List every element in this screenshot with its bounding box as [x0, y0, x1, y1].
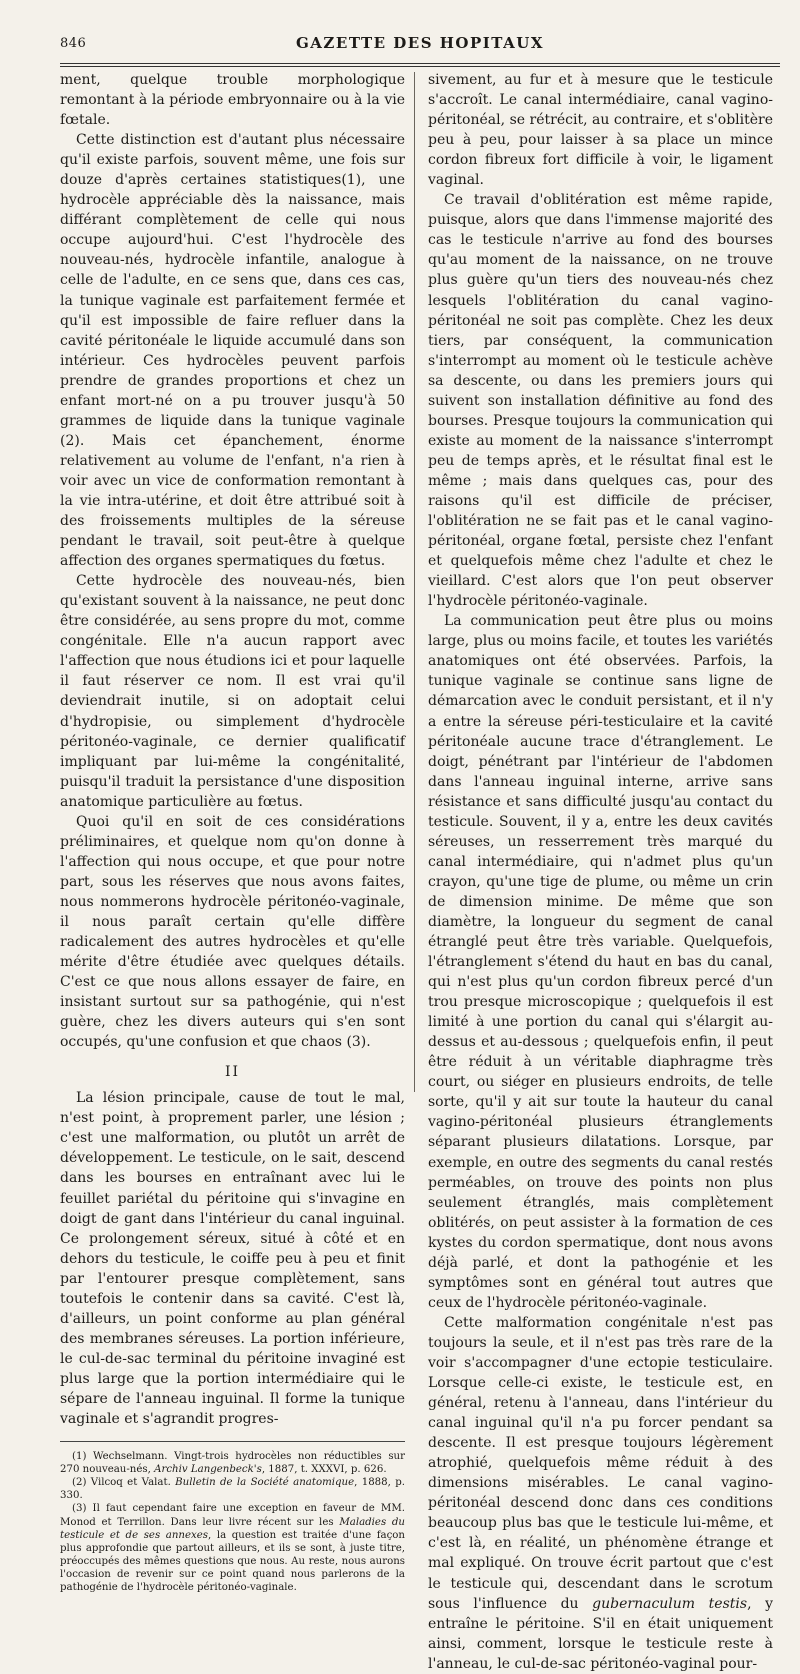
footnote-2 — [60, 1476, 405, 1502]
right-column — [428, 70, 773, 1674]
page-header — [60, 30, 780, 58]
footnote-text: (3) Il faut cependant faire une exception en faveur de MM. Monod et Terrillon. Dans leur livre récent sur les — [60, 1503, 405, 1528]
paragraph: La communication peut être plus ou moins large, plus ou moins facile, et toutes les variétés anatomiques ont été observées. Parfois, la tunique vaginale se continue sans ligne de démarcation avec le conduit persistant, et il n'y a entre la séreuse péri-testiculaire et la cavité péritonéale aucune trace d'étranglement. Le doigt, pénétrant par l'intérieur de l'abdomen dans l'anneau inguinal interne, arrive sans résistance et sans difficulté jusqu'au contact du testicule. Souvent, il y a, entre les deux cavités séreuses, un resserrement très marqué du canal intermédiaire, qui n'admet plus qu'un crayon, qu'une tige de plume, ou même un crin de dimension minime. De même que son diamètre, la longueur du segment de canal étranglé peut être très variable. Quelquefois, l'étranglement s'étend du haut en bas du canal, qui n'est plus qu'un cordon fibreux percé d'un trou presque microscopique ; quelquefois il est limité à une portion du canal qui s'élargit au-dessus et au-dessous ; quelquefois enfin, il peut être réduit à un véritable diaphragme très court, ou siéger en plusieurs endroits, de telle sorte, qu'il y ait sur toute la hauteur du canal vagino-péritonéal plusieurs étranglements séparant plusieurs dilatations. Lorsque, par exemple, en outre des segments du canal restés perméables, on trouve des points non plus seulement étranglés, mais complètement oblitérés, on peut assister à la formation de ces kystes du cordon spermatique, dont nous avons déjà parlé, et dont la pathogénie et les symptômes sont en général tout autres que ceux de l'hydrocèle péritonéo-vaginale. — [428, 613, 773, 1311]
left-column — [60, 70, 405, 1594]
paragraph: La lésion principale, cause de tout le mal, n'est point, à proprement parler, une lésion ; c'est une malformation, ou plutôt un arrêt de développement. Le testicule, on le sait, descend dans les bourses en entraînant avec lui le feuillet pariétal du péritoine qui s'invagine en doigt de gant dans l'intérieur du canal inguinal. Ce prolongement séreux, situé à côté et en dehors du testicule, le coiffe peu à peu et finit par l'entourer presque complètement, sans toutefois le contenir dans sa cavité. C'est là, d'ailleurs, un point conforme au plan général des membranes séreuses. La portion inférieure, le cul-de-sac terminal du péritoine invaginé est plus large que la portion intermédiaire qui le sépare de l'anneau inguinal. Il forme la tunique vaginale et s'agrandit progres- — [60, 1090, 405, 1428]
footnote-source: Maladies du testicule et de ses annexes — [60, 1516, 405, 1541]
header-rule-double — [60, 66, 780, 67]
paragraph-text: , y entraîne le péritoine. S'il en était uniquement ainsi, comment, lorsque le testicule reste à l'anneau, le cul-de-sac péritonéo-vaginal pour- — [428, 1595, 774, 1672]
paragraph: ment, quelque trouble morphologique remontant à la période embryonnaire ou à la vie fœtale. — [60, 72, 405, 129]
paragraph: Cette distinction est d'autant plus nécessaire qu'il existe parfois, souvent même, une fois sur douze d'après certaines statistiques(1), une hydrocèle appréciable dès la naissance, mais différant complètement de celle qui nous occupe aujourd'hui. C'est l'hydrocèle des nouveau-nés, hydrocèle infantile, analogue à celle de l'adulte, en ce sens que, dans ces cas, la tunique vaginale est parfaitement fermée et qu'il est impossible de faire refluer dans la cavité péritonéale le liquide accumulé dans son intérieur. Ces hydrocèles peuvent parfois prendre de grandes proportions et chez un enfant mort-né on a pu trouver jusqu'à 50 grammes de liquide dans la tunique vaginale (2). Mais cet épanchement, énorme relativement au volume de l'enfant, n'a rien à voir avec un vice de conformation remontant à la vie intra-utérine, et doit être attribué soit à des froissements multiples de la séreuse pendant le travail, soit peut-être à quelque affection des organes spermatiques du fœtus. — [60, 132, 405, 570]
footnote-1 — [60, 1450, 405, 1476]
footnote-3 — [60, 1502, 405, 1594]
paragraph-text: Cette malformation congénitale n'est pas toujours la seule, et il n'est pas très rare de la voir s'accompagner d'une ectopie testiculaire. Lorsque celle-ci existe, le testicule est, en général, retenu à l'anneau, dans l'intérieur du canal inguinal qu'il n'a pu forcer pendant sa descente. Il est presque toujours légèrement atrophié, quelquefois même réduit à des dimensions misérables. Le canal vagino-péritonéal descend donc dans ces conditions beaucoup plus bas que le testicule lui-même, et c'est là, en réalité, un phénomène étrange et mal expliqué. On trouve écrit partout que c'est le testicule qui, descendant dans le scrotum sous l'influence du — [428, 1314, 773, 1612]
paragraph: Ce travail d'oblitération est même rapide, puisque, alors que dans l'immense majorité des cas le testicule n'arrive au fond des bourses qu'au moment de la naissance, on ne trouve plus guère qu'un tiers des nouveau-nés chez lesquels l'oblitération du canal vagino-péritonéal ne soit pas complète. Chez les deux tiers, par conséquent, la communication s'interrompt au moment où le testicule achève sa descente, ou dans les premiers jours qui suivent son installation définitive au fond des bourses. Presque toujours la communication qui existe au moment de la naissance s'interrompt peu de temps après, et le résultat final est le même ; mais dans quelques cas, pour des raisons qu'il est difficile de préciser, l'oblitération ne se fait pas et le canal vagino-péritonéal, organe fœtal, persiste chez l'enfant et quelquefois même chez l'adulte et chez le vieillard. C'est alors que l'on peut observer l'hydrocèle péritonéo-vaginale. — [428, 192, 773, 610]
running-title: GAZETTE DES HOPITAUX — [295, 34, 544, 52]
page-number: 846 — [60, 36, 87, 51]
footnote-text: (1) Wechselmann. Vingt-trois hydrocèles non réductibles sur 270 nouveau-nés, — [60, 1451, 405, 1476]
footnote-text: , 1887, t. XXXVI, p. 626. — [261, 1464, 387, 1476]
paragraph: Cette hydrocèle des nouveau-nés, bien qu'existant souvent à la naissance, ne peut donc être considérée, au sens propre du mot, comme congénitale. Elle n'a aucun rapport avec l'affection que nous étudions ici et pour laquelle il faut réserver ce nom. Il est vrai qu'il deviendrait inutile, si on adoptait celui d'hydropisie, ou simplement d'hydrocèle péritonéo-vaginale, ce dernier qualificatif impliquant par lui-même la congénitalité, puisqu'il traduit la persistance d'une disposition anatomique particulière au fœtus. — [60, 573, 405, 810]
footnote-text: (2) Vilcoq et Valat. — [72, 1477, 176, 1489]
footnote-source: Archiv Langenbeck's — [154, 1464, 262, 1476]
paragraph — [428, 1313, 773, 1674]
paragraph: sivement, au fur et à mesure que le testicule s'accroît. Le canal intermédiaire, canal vagino-péritonéal, se rétrécit, au contraire, et s'oblitère peu à peu, pour laisser à sa place un mince cordon fibreux fort difficile à voir, le ligament vaginal. — [428, 72, 773, 189]
column-divider — [414, 72, 415, 1092]
section-number: II — [224, 1064, 241, 1081]
latin-term: gubernaculum testis — [592, 1595, 748, 1612]
footnote-text: , la question est traitée d'une façon plus approfondie que partout ailleurs, et ils se sont, à juste titre, préoccupés des mêmes questions que nous. Au reste, nous aurons l'occasion de revenir sur ce point quand nous parlerons de la pathogénie de l'hydrocèle péritonéo-vaginale. — [60, 1529, 405, 1594]
footnote-rule — [60, 1441, 405, 1442]
footnote-text: , 1888, p. 330. — [60, 1477, 405, 1502]
paragraph: Quoi qu'il en soit de ces considérations préliminaires, et quelque nom qu'on donne à l'affection qui nous occupe, et que pour notre part, sous les réserves que nous avons faites, nous nommerons hydrocèle péritonéo-vaginale, il nous paraît certain qu'elle diffère radicalement des autres hydrocèles et qu'elle mérite d'être étudiée avec quelques détails. C'est ce que nous allons essayer de faire, en insistant surtout sur sa pathogénie, qui n'est guère, chez les divers auteurs qui s'en sont occupés, qu'une confusion et que chaos (3). — [60, 813, 405, 1051]
footnote-source: Bulletin de la Société anatomique — [175, 1477, 355, 1489]
header-rule — [60, 63, 780, 64]
